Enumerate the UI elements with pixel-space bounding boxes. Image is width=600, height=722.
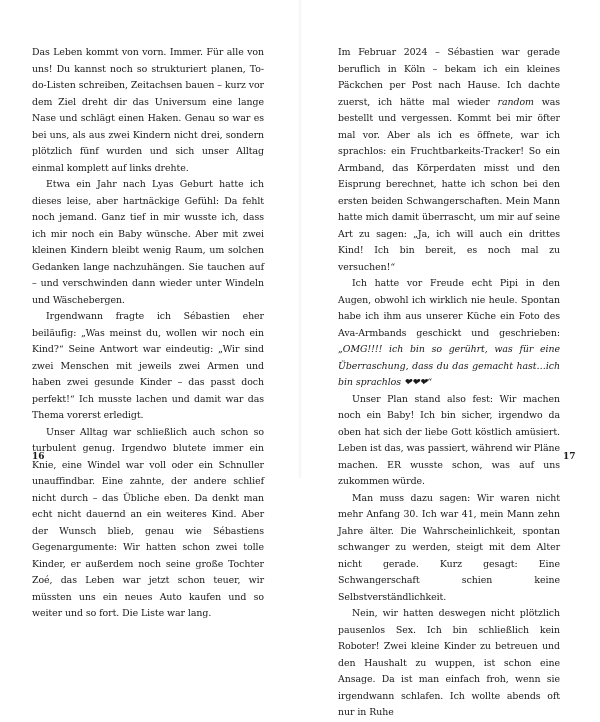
right-paragraph-1-italic: random xyxy=(497,96,534,108)
right-paragraph-1 xyxy=(338,45,560,276)
left-paragraph-4: Unser Alltag war schließlich auch schon so turbulent genug. Irgendwo blutete immer ein Knie, eine Windel war voll oder ein Schnuller unauffindbar. Eine zahnte, der andere schlief nicht durch – das Übliche eben. Da denkt man echt nicht dauernd an ein weiteres Kind. Aber der Wunsch blieb, genau wie Sébastiens Gegenargumente: Wir hatten schon zwei tolle Kinder, er außerdem noch seine große Tochter Zoé, das Leben war jetzt schon teuer, wir müssten uns ein neues Auto kaufen und so weiter und so fort. Die Liste war lang. xyxy=(32,426,264,619)
right-paragraph-2 xyxy=(338,276,560,392)
left-paragraph-3: Irgendwann fragte ich Sébastien eher beiläufig: „Was meinst du, wollen wir noch ein Kind?“ Seine Antwort war eindeutig: „Wir sind zwei Menschen mit jeweils zwei Armen und haben zwei gesunde Kinder – das passt doch perfekt!“ Ich musste lachen und damit war das Thema vorerst erledigt. xyxy=(32,311,264,421)
right-paragraph-1-text-after: was bestellt und vergessen. Kommt bei mir öfter mal vor. Aber als ich es öffnete, war ich sprachlos: ein Fruchtbarkeits-Tracker! So ein Armband, das Körperdaten misst und den Eisprung berechnet, hatte ich schon bei den ersten beiden Schwangerschaften. Mein Mann hatte mich damit überrascht, um mir auf seine Art zu sagen: „Ja, ich will auch ein drittes Kind! Ich bin bereit, es noch mal zu versuchen!“ xyxy=(338,96,560,273)
page-number-right: 17 xyxy=(563,452,576,462)
right-paragraph-5: Nein, wir hatten deswegen nicht plötzlich pausenlos Sex. Ich bin schließlich kein Roboter! Zwei kleine Kinder zu betreuen und den Haushalt zu wuppen, ist schon eine Ansage. Da ist man einfach froh, wenn sie irgendwann schlafen. Ich wollte abends oft nur in Ruhe xyxy=(338,608,560,718)
left-paragraph-2: Etwa ein Jahr nach Lyas Geburt hatte ich dieses leise, aber hartnäckige Gefühl: Da fehlt noch jemand. Ganz tief in mir wusste ich, dass ich mir noch ein Baby wünsche. Aber mit zwei kleinen Kindern bleibt wenig Raum, um solchen Gedanken lange nachzuhängen. Sie tauchen auf – und verschwinden dann wieder unter Windeln und Wäschebergen. xyxy=(32,179,264,306)
right-paragraph-1-text: Im Februar 2024 – Sébastien war gerade beruflich in Köln – bekam ich ein kleines Päckchen per Post nach Hause. Ich dachte zuerst, ich hätte mal wieder xyxy=(338,47,560,108)
right-page xyxy=(338,45,560,722)
left-paragraph-1: Das Leben kommt von vorn. Immer. Für alle von uns! Du kannst noch so strukturiert planen, To-do-Listen schreiben, Zeitachsen bauen – kurz vor dem Ziel dreht dir das Universum eine lange Nase und schlägt einen Haken. Genau so war es bei uns, als aus zwei Kindern nicht drei, sondern plötzlich fünf wurden und sich unser Alltag einmal komplett auf links drehte. xyxy=(32,47,264,174)
right-paragraph-3: Unser Plan stand also fest: Wir machen noch ein Baby! Ich bin sicher, irgendwo da oben hat sich der liebe Gott köstlich amüsiert. Leben ist das, was passiert, während wir Pläne machen. ER wusste schon, was auf uns zukommen würde. xyxy=(338,393,561,487)
page-number-left: 16 xyxy=(32,452,45,462)
page-gutter xyxy=(298,0,302,478)
right-paragraph-2-text: Ich hatte vor Freude echt Pipi in den Augen, obwohl ich wirklich nie heule. Spontan habe ich ihm aus unserer Küche ein Foto des Ava-Armbands geschickt und geschrieben: xyxy=(338,278,560,339)
right-paragraph-2-italic-message: „OMG!!!! ich bin so gerührt, was für eine Überraschung, dass du das gemacht hast…ich bin sprachlos ❤❤❤“ xyxy=(338,344,560,388)
right-paragraph-4: Man muss dazu sagen: Wir waren nicht mehr Anfang 30. Ich war 41, mein Mann zehn Jahre älter. Die Wahrscheinlichkeit, spontan schwanger zu werden, steigt mit dem Alter nicht gerade. Kurz gesagt: Eine Schwangerschaft schien keine Selbstverständlichkeit. xyxy=(338,492,560,603)
left-page xyxy=(32,45,264,623)
